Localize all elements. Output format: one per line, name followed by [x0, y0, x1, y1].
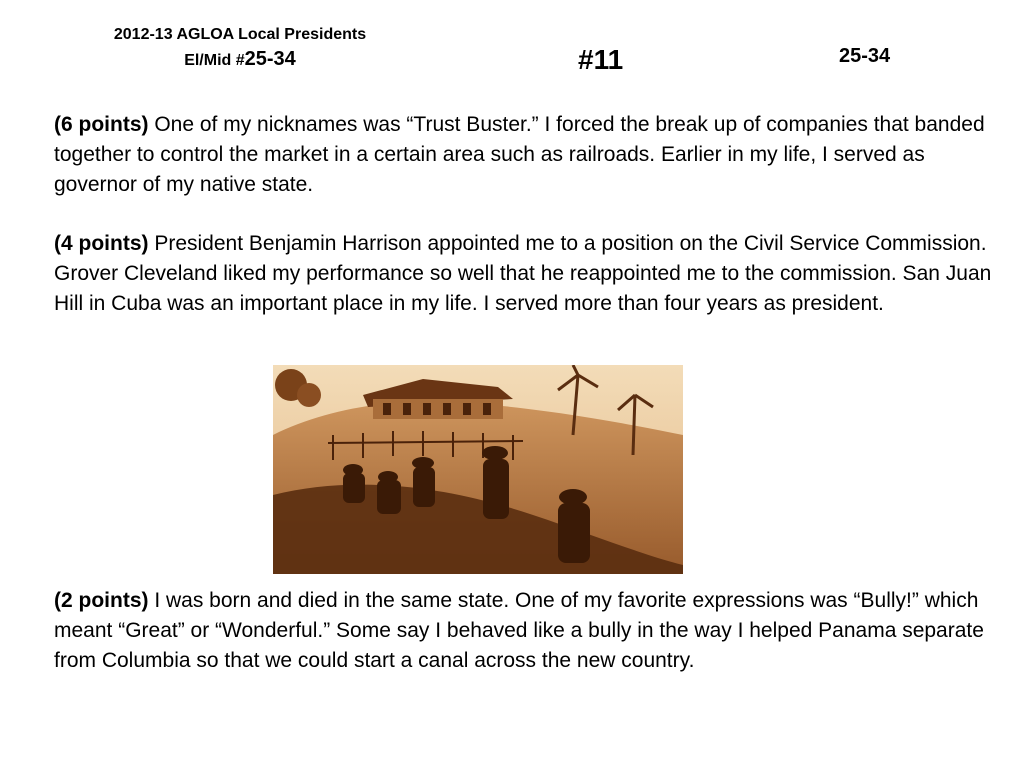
- clue-points: (6 points): [54, 113, 149, 136]
- clue-text: I was born and died in the same state. One of my favorite expressions was “Bully!” which meant “Great” or “Wonderful.” Some say I behaved like a bully in the way I helped Panama separate from Columbia so that we could start a canal across the new country.: [54, 589, 984, 672]
- level-label: El/Mid #: [184, 52, 245, 69]
- clue-two-points: [54, 586, 999, 676]
- document-subtitle: [60, 46, 420, 74]
- clue-points: (4 points): [54, 232, 149, 255]
- clue-six-points: [54, 110, 999, 200]
- header-left: [60, 24, 420, 74]
- clue-text: One of my nicknames was “Trust Buster.” I forced the break up of companies that banded together to control the market in a certain area such as railroads. Earlier in my life, I served as governor of my native state.: [54, 113, 985, 196]
- range-right: 25-34: [839, 45, 891, 67]
- document-title: 2012-13 AGLOA Local Presidents: [113, 26, 367, 43]
- clue-points: (2 points): [54, 589, 149, 612]
- clue-four-points: [54, 229, 999, 319]
- range-label: 25-34: [244, 48, 296, 70]
- clue-text: President Benjamin Harrison appointed me to a position on the Civil Service Commission. Grover Cleveland liked my performance so well that he reappointed me to the commission. San Juan Hill in Cuba was an important place in my life. I served more than four years as president.: [54, 232, 992, 315]
- question-number: #11: [578, 44, 624, 75]
- sepia-photo-illustration: [273, 365, 683, 574]
- san-juan-hill-photo: [273, 365, 683, 574]
